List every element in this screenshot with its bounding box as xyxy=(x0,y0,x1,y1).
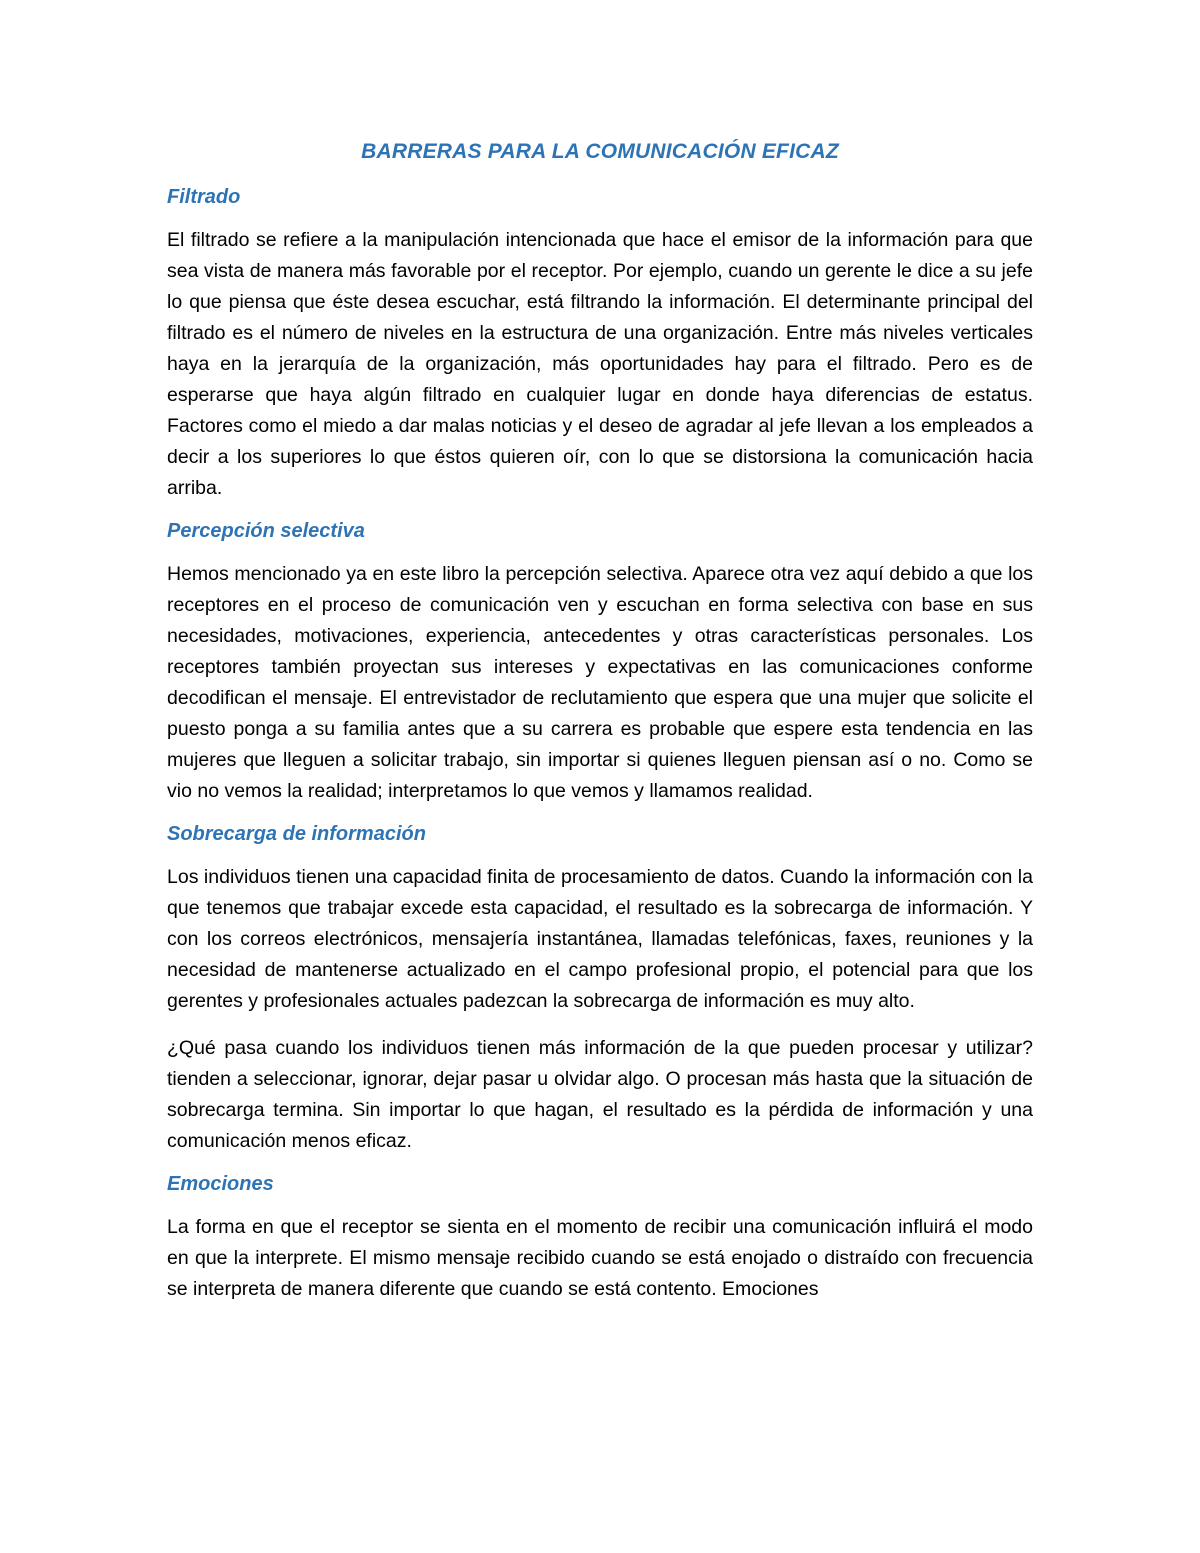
paragraph-percepcion-selectiva: Hemos mencionado ya en este libro la percepción selectiva. Aparece otra vez aquí debido a que los receptores en el proceso de comunicación ven y escuchan en forma selectiva con base en sus necesidades, motivaciones, experiencia, antecedentes y otras características personales. Los receptores también proyectan sus intereses y expectativas en las comunicaciones conforme decodifican el mensaje. El entrevistador de reclutamiento que espera que una mujer que solicite el puesto ponga a su familia antes que a su carrera es probable que espere esta tendencia en las mujeres que lleguen a solicitar trabajo, sin importar si quienes lleguen piensan así o no. Como se vio no vemos la realidad; interpretamos lo que vemos y llamamos realidad. xyxy=(167,563,1033,802)
paragraph-emociones: La forma en que el receptor se sienta en el momento de recibir una comunicación influirá el modo en que la interprete. El mismo mensaje recibido cuando se está enojado o distraído con frecuencia se interpreta de manera diferente que cuando se está contento. Emociones xyxy=(167,1216,1033,1300)
document-title: BARRERAS PARA LA COMUNICACIÓN EFICAZ xyxy=(361,140,839,163)
paragraph-sobrecarga-1: Los individuos tienen una capacidad finita de procesamiento de datos. Cuando la información con la que tenemos que trabajar excede esta capacidad, el resultado es la sobrecarga de información. Y con los correos electrónicos, mensajería instantánea, llamadas telefónicas, faxes, reuniones y la necesidad de mantenerse actualizado en el campo profesional propio, el potencial para que los gerentes y profesionales actuales padezcan la sobrecarga de información es muy alto. xyxy=(167,866,1033,1012)
paragraph-sobrecarga-2: ¿Qué pasa cuando los individuos tienen más información de la que pueden procesar y utilizar? tienden a seleccionar, ignorar, dejar pasar u olvidar algo. O procesan más hasta que la situación de sobrecarga termina. Sin importar lo que hagan, el resultado es la pérdida de información y una comunicación menos eficaz. xyxy=(167,1037,1033,1152)
section-heading-sobrecarga: Sobrecarga de información xyxy=(167,823,426,845)
section-filtrado xyxy=(167,186,1033,504)
section-heading-percepcion-selectiva: Percepción selectiva xyxy=(167,520,365,542)
section-heading-emociones: Emociones xyxy=(167,1173,274,1195)
section-emociones xyxy=(167,1173,1033,1305)
paragraph-filtrado: El filtrado se refiere a la manipulación intencionada que hace el emisor de la información para que sea vista de manera más favorable por el receptor. Por ejemplo, cuando un gerente le dice a su jefe lo que piensa que éste desea escuchar, está filtrando la información. El determinante principal del filtrado es el número de niveles en la estructura de una organización. Entre más niveles verticales haya en la jerarquía de la organización, más oportunidades hay para el filtrado. Pero es de esperarse que haya algún filtrado en cualquier lugar en donde haya diferencias de estatus. Factores como el miedo a dar malas noticias y el deseo de agradar al jefe llevan a los empleados a decir a los superiores lo que éstos quieren oír, con lo que se distorsiona la comunicación hacia arriba. xyxy=(167,229,1033,499)
document-page xyxy=(167,140,1033,1321)
section-sobrecarga xyxy=(167,823,1033,1157)
section-heading-filtrado: Filtrado xyxy=(167,186,241,208)
section-percepcion-selectiva xyxy=(167,520,1033,807)
